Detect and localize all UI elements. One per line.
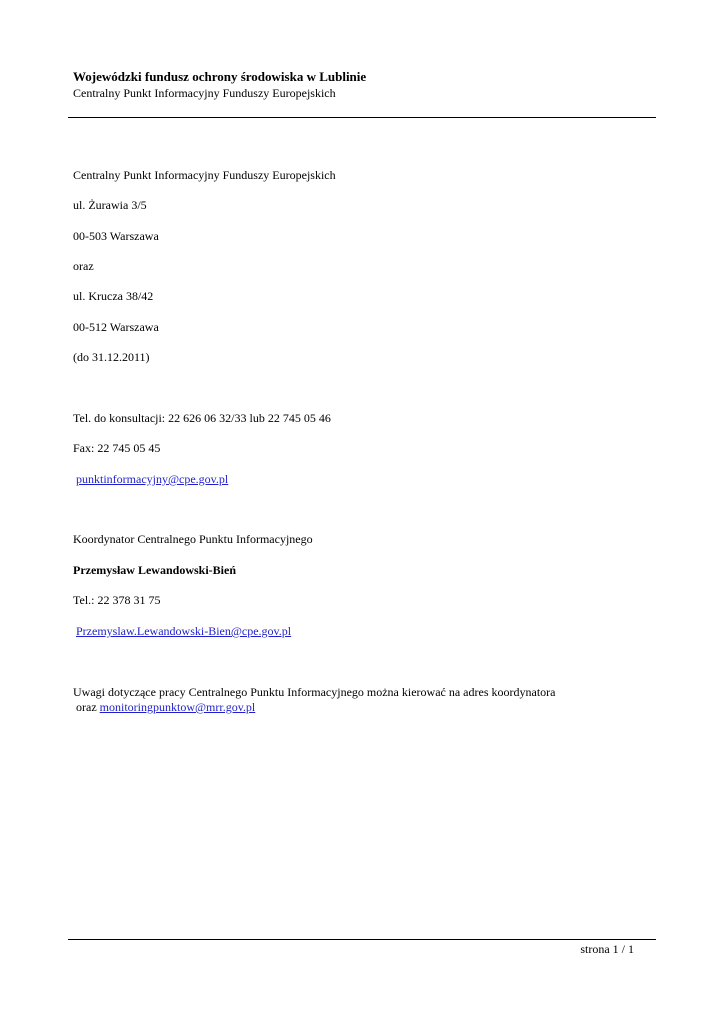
address2-street: ul. Krucza 38/42 [73, 289, 154, 303]
remarks-email-link[interactable]: monitoringpunktow@mrr.gov.pl [99, 700, 256, 714]
header-title: Wojewódzki fundusz ochrony środowiska w Lublinie [73, 69, 367, 84]
address2-city: 00-512 Warszawa [73, 320, 159, 334]
footer-divider [68, 939, 656, 940]
page-number: strona 1 / 1 [580, 942, 634, 956]
fax-line: Fax: 22 745 05 45 [73, 441, 161, 455]
coordinator-role: Koordynator Centralnego Punktu Informacyjnego [73, 532, 313, 546]
phone-line: Tel. do konsultacji: 22 626 06 32/33 lub 22 745 05 46 [73, 411, 331, 425]
header-subtitle: Centralny Punkt Informacyjny Funduszy Europejskich [73, 86, 336, 100]
address1-city: 00-503 Warszawa [73, 229, 159, 243]
coordinator-phone: Tel.: 22 378 31 75 [73, 593, 161, 607]
email-info-wrapper [73, 472, 228, 487]
remarks-prefix: oraz [76, 700, 97, 714]
conjunction-text: oraz [73, 259, 94, 273]
email-info-link[interactable]: punktinformacyjny@cpe.gov.pl [76, 472, 229, 486]
address2-note: (do 31.12.2011) [73, 350, 150, 364]
coordinator-name: Przemysław Lewandowski-Bień [73, 563, 236, 577]
org-name: Centralny Punkt Informacyjny Funduszy Europejskich [73, 168, 336, 182]
address1-street: ul. Żurawia 3/5 [73, 198, 147, 212]
coordinator-email-link[interactable]: Przemyslaw.Lewandowski-Bien@cpe.gov.pl [76, 624, 292, 638]
remarks-email-line [73, 700, 255, 715]
header-divider [68, 117, 656, 118]
remarks-text: Uwagi dotyczące pracy Centralnego Punktu Informacyjnego można kierować na adres koordynatora [73, 685, 556, 699]
coordinator-email-wrapper [73, 624, 291, 639]
document-header [73, 69, 653, 101]
